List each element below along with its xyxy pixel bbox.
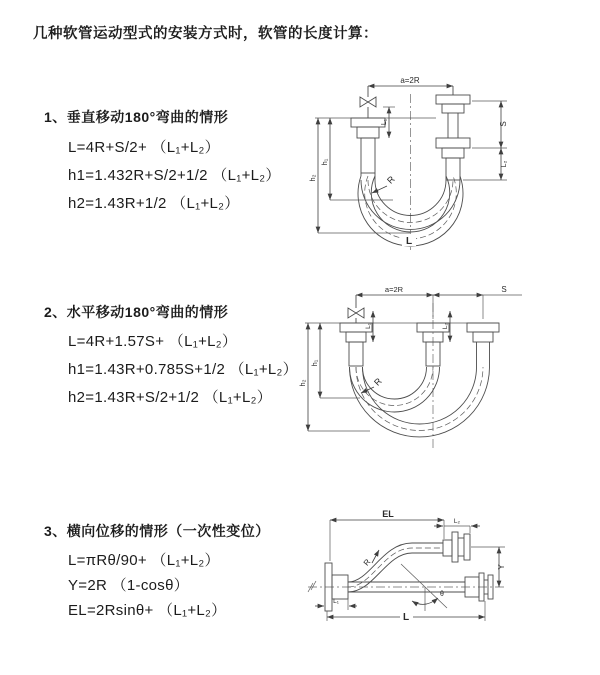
angle-construction [401,564,447,611]
section-1-heading: 1、垂直移动180°弯曲的情形 [44,109,229,125]
angle-theta-label: θ [440,591,444,598]
dim-l-label: L [405,236,413,247]
formula-line: EL=2Rsinθ+ （L₁+L₂） [68,602,227,619]
dimension-s [472,101,508,148]
dimension-l2 [463,148,508,180]
section-2-heading: 2、水平移动180°弯曲的情形 [44,304,229,320]
break-mark [308,581,316,592]
dimension-a2r [368,76,453,86]
dimension-y [471,547,506,587]
dim-l2-label: L₂ [501,160,508,168]
radius-label: R [372,376,384,388]
radius-callout [372,174,397,193]
dim-a2r-label: a=2R [400,76,420,85]
dimension-h2 [308,118,410,233]
formula-line: L=4R+S/2+ （L₁+L₂） [68,139,220,156]
dimension-a2r [356,285,433,319]
dim-el-label: EL [382,509,394,519]
dim-l1-label: L₁ [381,118,388,126]
radius-callout [362,550,379,567]
length-label [402,234,416,247]
right-hose-fitting [467,323,499,367]
diagram-horizontal-180-bend [298,283,570,473]
dimension-l [327,601,485,623]
dim-l1-label: L₁ [365,323,372,329]
dim-h1-label: h₁ [310,359,319,367]
dim-s-label: S [501,285,507,294]
dim-h2-label: h₂ [298,379,307,387]
valve-icon [348,295,364,323]
dim-l2-label: L₂ [442,322,449,330]
dimension-h2 [298,323,370,431]
radius-label: R [361,557,373,568]
dimension-l1 [381,107,395,138]
diagram-lateral-displacement [300,503,572,653]
right-hose-fitting [436,86,470,180]
dimension-s [433,285,522,319]
dimension-h1 [320,118,393,200]
formula-line: h1=1.43R+0.785S+1/2 （L₁+L₂） [68,361,298,378]
dimension-l1 [315,595,357,610]
dim-l1-label: L₁ [333,598,339,605]
centerline [315,94,436,250]
formula-line: h2=1.43R+1/2 （L₁+L₂） [68,195,240,212]
formula-line: L=4R+1.57S+ （L₁+L₂） [68,333,238,350]
formula-line: h2=1.43R+S/2+1/2 （L₁+L₂） [68,389,273,406]
valve-icon [360,86,376,118]
dim-a2r-label: a=2R [384,285,404,294]
centerline [305,303,499,451]
section-3-heading: 3、横向位移的情形（一次性变位） [44,523,270,539]
diagram-vertical-180-bend [297,66,565,258]
formula-line: Y=2R （1-cosθ） [68,577,190,594]
dim-l-label: L [402,612,410,623]
left-hose-fitting [351,118,385,180]
hose-u-bend [350,367,490,437]
dim-h1-label: h₁ [320,158,329,166]
dim-l2-label: L₂ [453,518,461,525]
page-title: 几种软管运动型式的安装方式时，软管的长度计算： [33,26,378,42]
formula-line: h1=1.432R+S/2+1/2 （L₁+L₂） [68,167,281,184]
formula-line: L=πRθ/90+ （L₁+L₂） [68,552,220,569]
dim-y-label: Y [497,564,506,570]
radius-label: R [385,174,397,186]
dim-s-label: S [499,121,508,127]
dim-h2-label: h₂ [308,174,317,182]
centerline [308,581,505,592]
straight-hose-position [348,573,493,601]
